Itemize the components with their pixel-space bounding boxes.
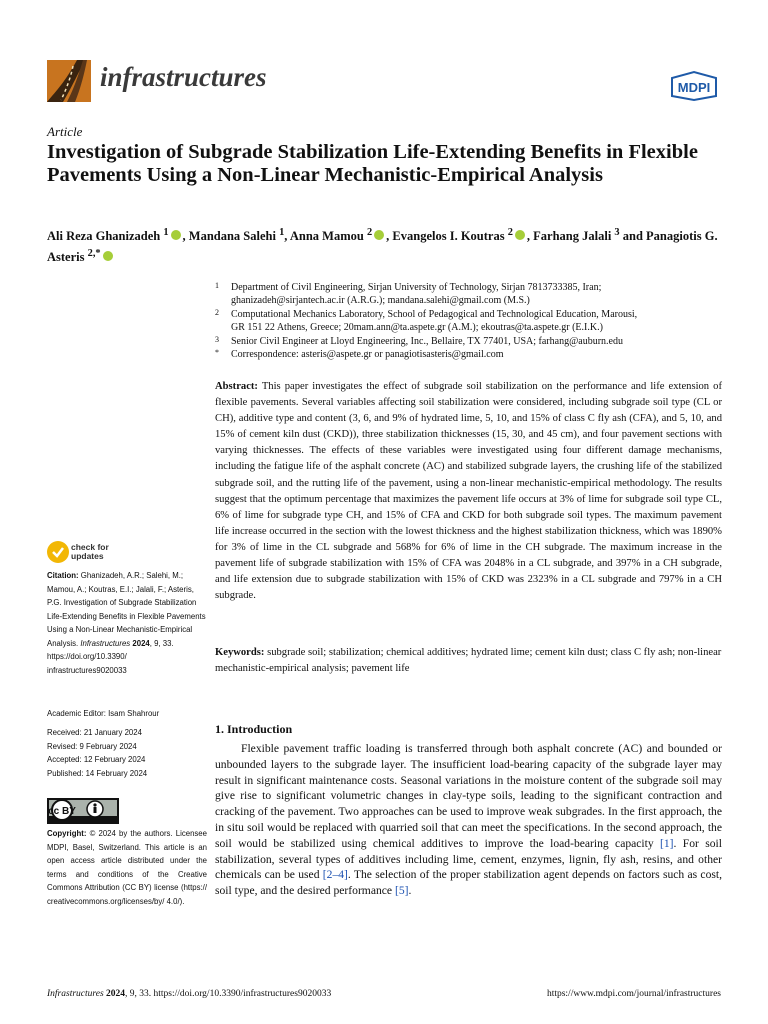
publisher-text: MDPI — [677, 80, 711, 95]
introduction-paragraph: Flexible pavement traffic loading is transferred through both asphalt concrete (AC) and bounded or unbounded layers to the subgrade layer. The insufficient load-bearing capacity of the subgrade layer may result in significant maintenance costs. Seasonal variations in the moisture content of the subgrade soil may give rise to significant volumetric changes in clay-type soils, leading to the significant contraction and cracking of the pavement. Two approaches can be used to improve weak subgrades. In the first approach, the in situ soil would be replaced with quarried soil that can meet the specifications. In the second approach, the soil would be stabilized using chemical additives to improve the load-bearing capacity [1]. For soil stabilization, several types of additives including lime, cement, enzymes, lignin, fly ash, resins, and other chemicals can be used [2–4]. The selection of the proper stabilization agent depends on factors such as cost, soil type, and the desired performance [5]. — [215, 742, 722, 898]
reference-link[interactable]: [2–4] — [322, 868, 348, 882]
correspondence: * Correspondence: asteris@aspete.gr or panagiotisasteris@gmail.com — [215, 348, 504, 361]
author: Mandana Salehi — [188, 229, 276, 244]
academic-editor: Academic Editor: Isam Shahrour — [47, 709, 160, 718]
publication-dates: Received: 21 January 2024 Revised: 9 February 2024 Accepted: 12 February 2024 Published: 14 February 2024 — [47, 728, 148, 778]
orcid-icon[interactable] — [171, 230, 181, 240]
affiliation-item: 3 Senior Civil Engineer at Lloyd Engineering, Inc., Bellaire, TX 77401, USA; farhang@auburn.edu — [215, 334, 623, 347]
cc-badge-text: cc BY — [48, 806, 76, 817]
orcid-icon[interactable] — [374, 230, 384, 240]
footer-journal-link[interactable]: https://www.mdpi.com/journal/infrastructures — [546, 989, 721, 999]
keywords-text: subgrade soil; stabilization; chemical additives; hydrated lime; cement kiln dust; class C fly ash; non-linear mechanistic-empirical analysis; pavement life — [215, 647, 722, 675]
keywords-label: Keywords: — [215, 647, 265, 658]
affiliation-item: 2 Computational Mechanics Laboratory, School of Pedagogical and Technological Education, Marousi, GR 151 22 Athens, Greece; 20mam.ann@ta.aspete.gr (A.M.); ekoutras@ta.aspete.gr (E.I.K.) — [215, 307, 638, 334]
affiliations — [215, 281, 720, 361]
reference-link[interactable]: [1] — [660, 836, 674, 850]
journal-name: infrastructures — [100, 62, 267, 92]
author: Panagiotis G. Asteris — [47, 229, 718, 265]
reference-link[interactable]: [5] — [394, 884, 409, 898]
abstract-label: Abstract: — [215, 381, 258, 392]
journal-logo — [47, 60, 91, 102]
keywords — [215, 645, 722, 677]
author-list: Ali Reza Ghanizadeh $^1$ , Mandana Salehi $^1$, Anna Mamou $^2$ , Evangelos I. Koutras $^2$ , Farhang Jalali $^3$ and Panagiotis G. Asteris $^{2,*}$ — [47, 227, 718, 265]
abstract — [215, 379, 722, 604]
check-icon — [47, 541, 69, 563]
paper-title: Investigation of Subgrade Stabilization Life-Extending Benefits in Flexible Pavements Using a Non-Linear Mechanistic-Empirical Analysis — [47, 141, 698, 186]
citation: Citation: Ghanizadeh, A.R.; Salehi, M.; Mamou, A.; Koutras, E.I.; Jalali, F.; Asteris, P.G. Investigation of Subgrade Stabilization Life-Extending Benefits in Flexible Pavements Using a Non-Linear Mechanistic-Empirical Analysis. Infrastructures 2024, 9, 33. https://doi.org/10.3390/ infrastructures9020033 — [47, 571, 206, 675]
affiliation-item: 1 Department of Civil Engineering, Sirjan University of Technology, Sirjan 7813733385, Iran; ghanizadeh@sirjantech.ac.ir (A.R.G.); mandana.salehi@gmail.com (M.S.) — [215, 281, 602, 307]
publisher-logo — [668, 70, 720, 102]
article-type: Article — [47, 124, 83, 139]
orcid-icon[interactable] — [103, 251, 113, 261]
author: Anna Mamou — [289, 229, 364, 244]
section-heading: 1. Introduction — [215, 722, 293, 736]
author: Ali Reza Ghanizadeh — [47, 229, 161, 244]
footer-citation: Infrastructures 2024, 9, 33. https://doi.org/10.3390/infrastructures9020033 — [47, 989, 332, 999]
orcid-icon[interactable] — [515, 230, 525, 240]
abstract-text: This paper investigates the effect of subgrade soil stabilization on the performance and life extension of flexible pavements. Several variables affecting soil stabilization were considered, including subgrade soil type (CL or CH), additive type and content (3, 6, and 9% of hydrated lime, 5, 10, and 15% of class C fly ash (CFA), and 5, 10, and 15% of cement kiln dust (CKD)), three stabilization thicknesses (15, 30, and 45 cm), and four pavement sections with varying thicknesses. The effects of these variables were investigated using four different damage mechanisms, including the fatigue life of the asphalt concrete (AC) and stabilized subgrade layers, the crushing life of the stabilized subgrade soil, and the rutting life of the pavement, using a non-linear mechanistic-empirical methodology. The results suggest that the optimum percentage that maximizes the pavement life occurs at 3% of lime for subgrade soil type CL, 6% of lime for subgrade type CH, and 15% of CFA and CKD for both subgrade soil types. The maximum pavement life increase occurred in the section with the lowest thickness and the highest stabilization thickness, which was 1890% for 3% of lime in the CL subgrade and 568% for 6% of lime in the CH subgrade. The maximum increase in the pavement life of subgrade stabilization with 15% of CFA was 2048% in a CL subgrade, and 397% in a CH subgrade, and life extension due to subgrade stabilization with 15% of CKD was 2323% in a CL subgrade and 797% in a CH subgrade. — [215, 381, 722, 602]
author: Evangelos I. Koutras — [392, 229, 505, 244]
author: Farhang Jalali — [533, 229, 612, 244]
cc-by-license-icon[interactable] — [47, 798, 119, 824]
copyright: Copyright: © 2024 by the authors. Licensee MDPI, Basel, Switzerland. This article is an open access article distributed under the terms and conditions of the Creative Commons Attribution (CC BY) license (https:// creativecommons.org/licenses/by/ 4.0/). — [47, 829, 207, 906]
